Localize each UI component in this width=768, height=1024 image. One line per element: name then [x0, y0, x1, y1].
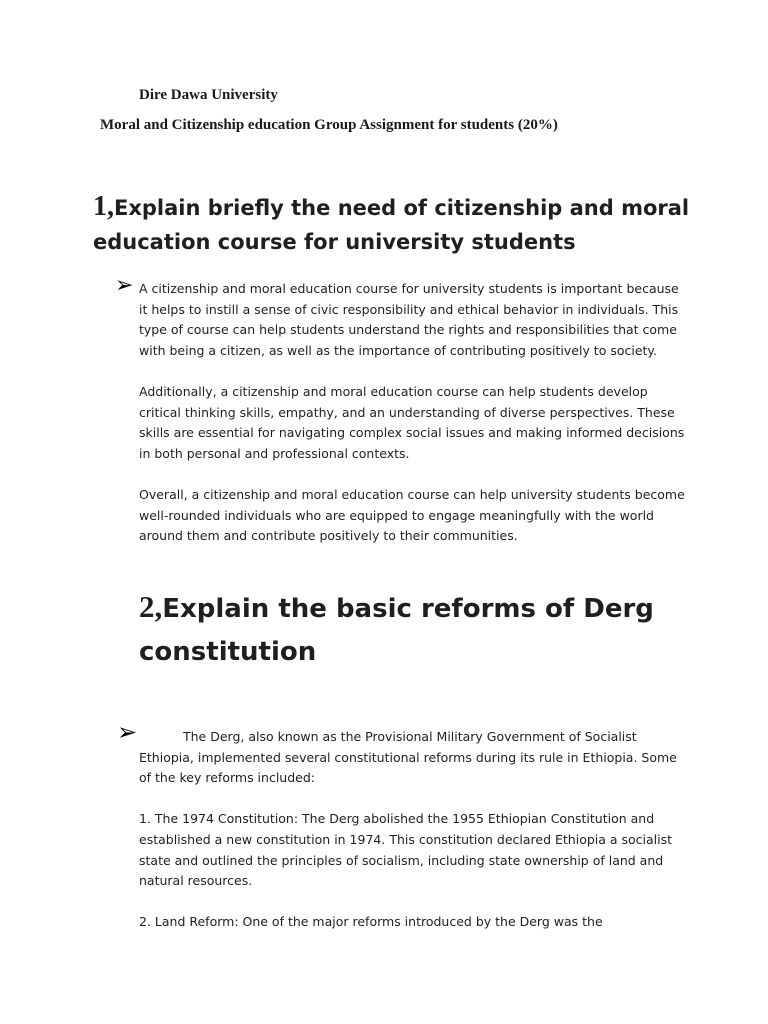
question-2-text: Explain the basic reforms of Derg constitution [139, 594, 654, 667]
arrowhead-bullet-icon: ➢ [115, 273, 134, 298]
answer-paragraph: Additionally, a citizenship and moral education course can help students develop critical thinking skills, empathy, and an understanding of diverse perspectives. These skills are essential for navigating complex social issues and making informed decisions in both personal and professional contexts. [139, 383, 685, 461]
arrowhead-bullet-icon: ➢ [117, 718, 138, 746]
answer-paragraph: A citizenship and moral education course for university students is important because it helps to instill a sense of civic responsibility and ethical behavior in individuals. This type of course can help students understand the rights and responsibilities that come with being a citizen, as well as the importance of contributing positively to society. [139, 281, 679, 358]
assignment-title: Moral and Citizenship education Group Assignment for students (20%) [100, 117, 558, 133]
question-1-text: Explain briefly the need of citizenship and moral education course for university students [93, 196, 690, 254]
answer-paragraph: 1. The 1974 Constitution: The Derg abolished the 1955 Ethiopian Constitution and established a new constitution in 1974. This constitution declared Ethiopia a socialist state and outlined the principles of socialism, including state ownership of land and natural resources. [139, 811, 673, 889]
question-1-heading [93, 190, 733, 259]
question-2-number: 2, [139, 589, 163, 624]
question-2-answer [139, 727, 687, 954]
answer-paragraph: The Derg, also known as the Provisional Military Government of Socialist Ethiopia, implemented several constitutional reforms during its rule in Ethiopia. Some of the key reforms included: [139, 729, 677, 786]
university-name: Dire Dawa University [139, 87, 278, 103]
question-2-heading [139, 585, 699, 674]
question-1-number: 1, [93, 191, 114, 222]
answer-paragraph: 2. Land Reform: One of the major reforms introduced by the Derg was the [139, 914, 603, 930]
question-1-answer [139, 279, 687, 567]
answer-paragraph: Overall, a citizenship and moral education course can help university students become well-rounded individuals who are equipped to engage meaningfully with the world around them and contribute positively to their communities. [139, 486, 685, 544]
